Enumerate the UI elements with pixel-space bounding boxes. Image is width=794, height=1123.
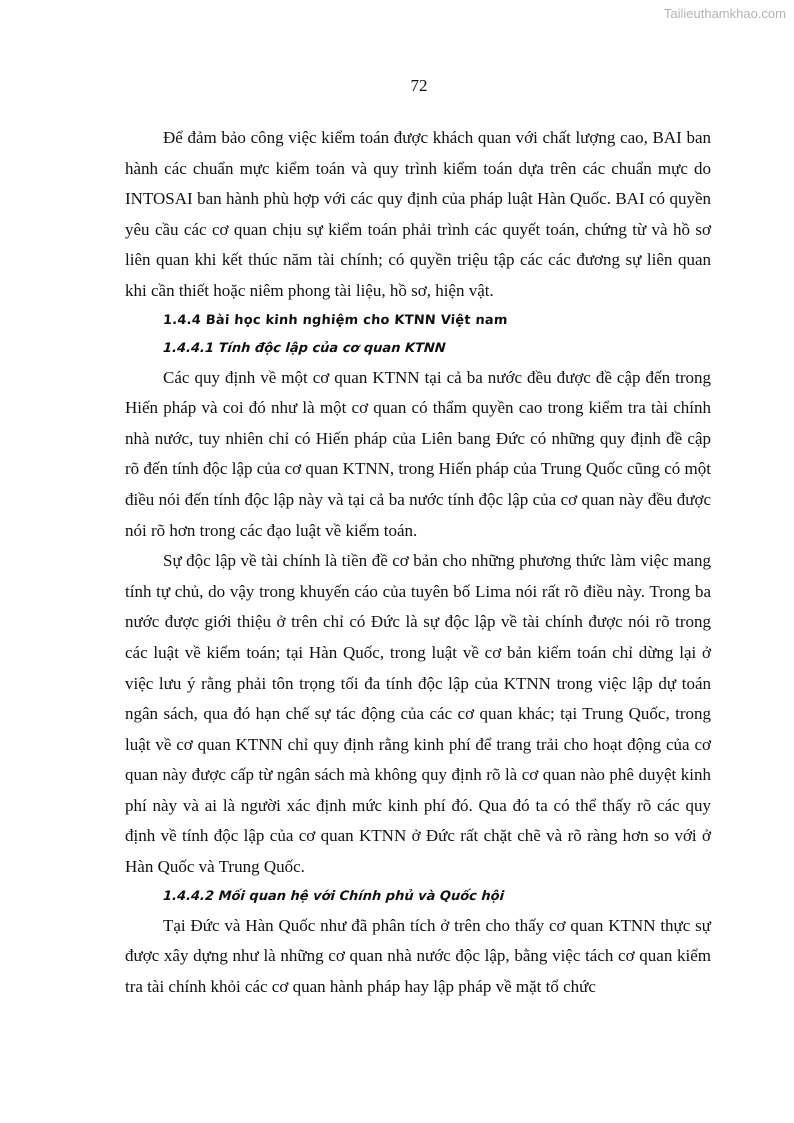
document-body xyxy=(125,123,711,1002)
watermark-text: Tailieuthamkhao.com xyxy=(663,6,786,21)
paragraph-constitution: Các quy định về một cơ quan KTNN tại cả ba nước đều được đề cập đến trong Hiến pháp và coi đó như là một cơ quan có thẩm quyền cao trong kiểm tra tài chính nhà nước, tuy nhiên chỉ có Hiến pháp của Liên bang Đức có những quy định đề cập rõ đến tính độc lập của cơ quan KTNN, trong Hiến pháp của Trung Quốc cũng có một điều nói đến tính độc lập này và tại cả ba nước tính độc lập của cơ quan này đều được nói rõ hơn trong các đạo luật về kiểm toán. xyxy=(125,367,711,540)
paragraph-financial-independence: Sự độc lập về tài chính là tiền đề cơ bản cho những phương thức làm việc mang tính tự chủ, do vậy trong khuyến cáo của tuyên bố Lima nói rất rõ điều này. Trong ba nước được giới thiệu ở trên chỉ có Đức là sự độc lập về tài chính được nói rõ trong các luật về kiểm toán; tại Hàn Quốc, trong luật về cơ bản kiểm toán chỉ dừng lại ở việc lưu ý rằng phải tôn trọng tối đa tính độc lập của KTNN trong việc lập dự toán ngân sách, qua đó hạn chế sự tác động của các cơ quan khác; tại Trung Quốc, trong luật về cơ quan KTNN chỉ quy định rằng kinh phí để trang trải cho hoạt động của cơ quan này được cấp từ ngân sách mà không quy định rõ là cơ quan nào phê duyệt kinh phí này và ai là người xác định mức kinh phí đó. Qua đó ta có thể thấy rõ các quy định về tính độc lập của cơ quan KTNN ở Đức rất chặt chẽ và rõ ràng hơn so với ở Hàn Quốc và Trung Quốc. xyxy=(125,551,711,877)
page-number: 72 xyxy=(410,76,428,95)
subsection-heading-1-4-4-2: 1.4.4.2 Mối quan hệ với Chính phủ và Quốc hội xyxy=(162,888,505,904)
section-heading-1-4-4: 1.4.4 Bài học kinh nghiệm cho KTNN Việt nam xyxy=(162,312,509,328)
paragraph-germany-korea: Tại Đức và Hàn Quốc như đã phân tích ở trên cho thấy cơ quan KTNN thực sự được xây dựng như là những cơ quan nhà nước độc lập, bằng việc tách cơ quan kiểm tra tài chính khỏi các cơ quan hành pháp hay lập pháp về mặt tổ chức xyxy=(125,915,711,996)
paragraph-bai-standards: Để đảm bảo công việc kiểm toán được khách quan với chất lượng cao, BAI ban hành các chuẩn mực kiểm toán và quy trình kiểm toán dựa trên các chuẩn mực do INTOSAI ban hành phù hợp với các quy định của pháp luật Hàn Quốc. BAI có quyền yêu cầu các cơ quan chịu sự kiểm toán phải trình các quyết toán, chứng từ và hồ sơ liên quan khi kết thúc năm tài chính; có quyền triệu tập các các đương sự liên quan khi cần thiết hoặc niêm phong tài liệu, hồ sơ, hiện vật. xyxy=(125,128,711,300)
subsection-heading-1-4-4-1: 1.4.4.1 Tính độc lập của cơ quan KTNN xyxy=(162,340,447,356)
